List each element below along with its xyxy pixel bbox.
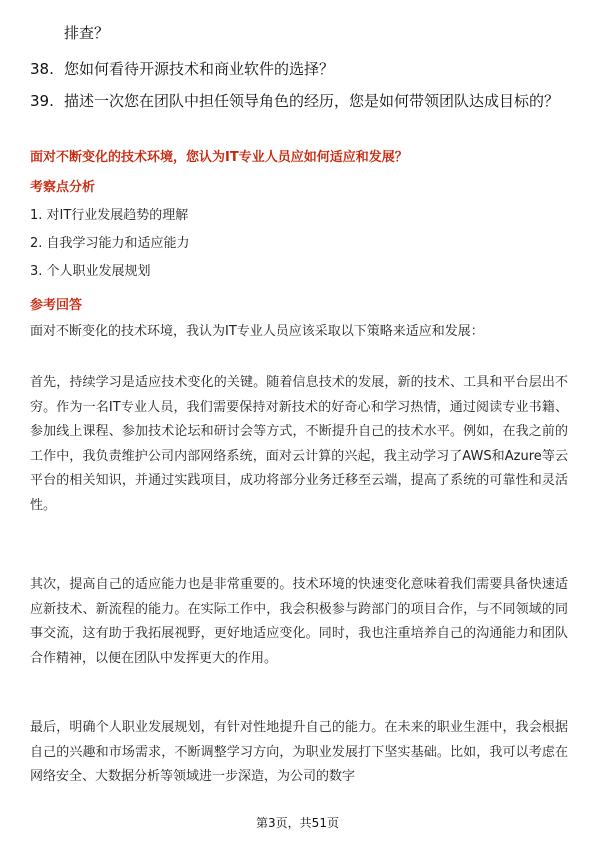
question-number: 39. xyxy=(30,92,54,110)
answer-title: 参考回答 xyxy=(30,298,83,313)
answer-intro: 面对不断变化的技术环境，我认为IT专业人员应该采取以下策略来适应和发展： xyxy=(30,324,484,339)
page-footer: 第3页，共51页 xyxy=(256,816,339,830)
question-text: 您如何看待开源技术和商业软件的选择？ xyxy=(64,60,335,78)
question-continuation: 排查？ xyxy=(64,24,110,42)
main-question-heading: 面对不断变化的技术环境，您认为IT专业人员应如何适应和发展？ xyxy=(30,150,408,165)
analysis-item: 1. 对IT行业发展趋势的理解 xyxy=(30,208,189,223)
answer-paragraph: 其次，提高自己的适应能力也是非常重要的。技术环境的快速变化意味着我们需要具备快速适应新技术、新流程的能力。在实际工作中，我会积极参与跨部门的项目合作，与不同领域的同事交流，这有助于我拓展视野，更好地适应变化。同时，我也注重培养自己的沟通能力和团队合作精神，以便在团队中发挥更大的作用。 xyxy=(30,577,568,666)
analysis-item: 3. 个人职业发展规划 xyxy=(30,264,151,279)
answer-paragraph: 首先，持续学习是适应技术变化的关键。随着信息技术的发展，新的技术、工具和平台层出不穷。作为一名IT专业人员，我们需要保持对新技术的好奇心和学习热情，通过阅读专业书籍、参加线上课程、参加技术论坛和研讨会等方式，不断提升自己的技术水平。例如，在我之前的工作中，我负责维护公司内部网络系统，面对云计算的兴起，我主动学习了AWS和Azure等云平台的相关知识，并通过实践项目，成功将部分业务迁移至云端，提高了系统的可靠性和灵活性。 xyxy=(30,375,568,513)
question-text: 描述一次您在团队中担任领导角色的经历，您是如何带领团队达成目标的？ xyxy=(64,92,560,110)
answer-paragraph: 最后，明确个人职业发展规划，有针对性地提升自己的能力。在未来的职业生涯中，我会根据自己的兴趣和市场需求，不断调整学习方向，为职业发展打下坚实基础。比如，我可以考虑在网络安全、大数据分析等领域进一步深造，为公司的数字 xyxy=(30,720,568,785)
analysis-title: 考察点分析 xyxy=(30,180,96,195)
analysis-item: 2. 自我学习能力和适应能力 xyxy=(30,236,190,251)
question-number: 38. xyxy=(30,60,54,78)
